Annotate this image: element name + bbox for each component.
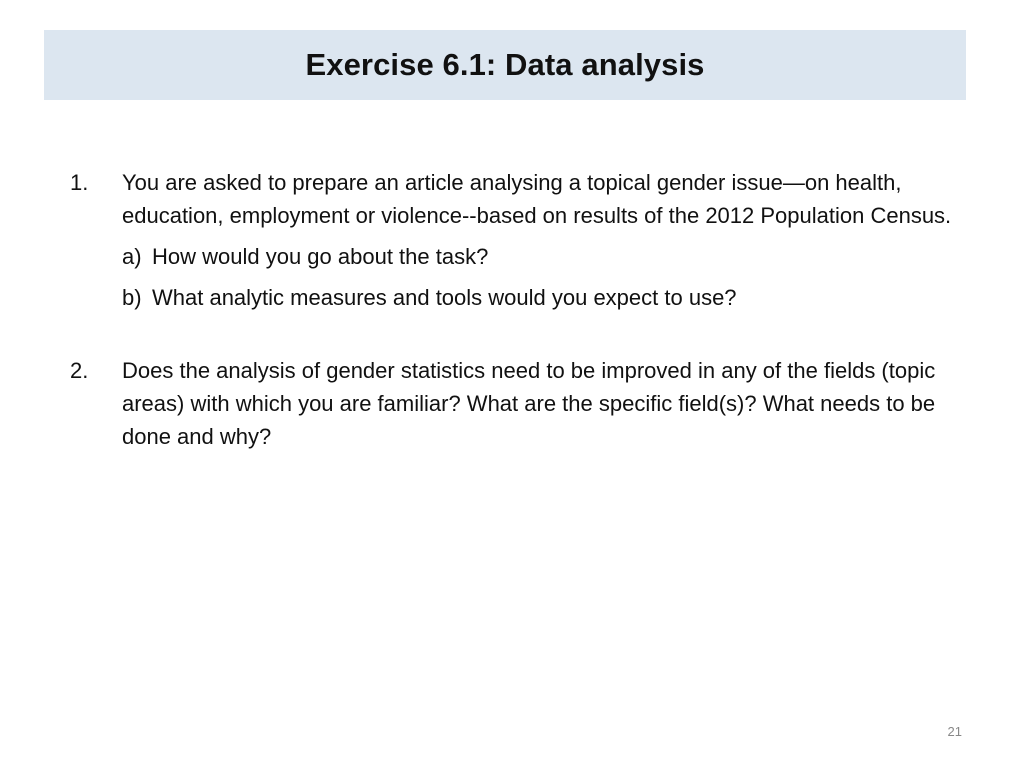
question-list	[70, 166, 960, 453]
question-text: You are asked to prepare an article analysing a topical gender issue—on health, education, employment or violence--based on results of the 2012 Population Census.	[122, 170, 952, 228]
sub-question-text: How would you go about the task?	[152, 244, 489, 269]
slide-title: Exercise 6.1: Data analysis	[305, 47, 705, 82]
question-2	[70, 354, 960, 453]
title-bar	[44, 30, 966, 100]
sub-question-text: What analytic measures and tools would you expect to use?	[152, 285, 737, 310]
sub-question-a	[122, 240, 960, 273]
question-number: 1.	[70, 170, 89, 195]
question-1	[70, 166, 960, 314]
question-text: Does the analysis of gender statistics need to be improved in any of the fields (topic areas) with which you are familiar? What are the specific field(s)? What needs to be done and why?	[122, 358, 936, 449]
question-number: 2.	[70, 358, 89, 383]
sub-question-label: a)	[122, 244, 142, 269]
question-body	[122, 166, 960, 314]
page-number: 21	[947, 724, 962, 739]
sub-question-b	[122, 281, 960, 314]
question-body	[122, 354, 960, 453]
sub-question-label: b)	[122, 285, 142, 310]
